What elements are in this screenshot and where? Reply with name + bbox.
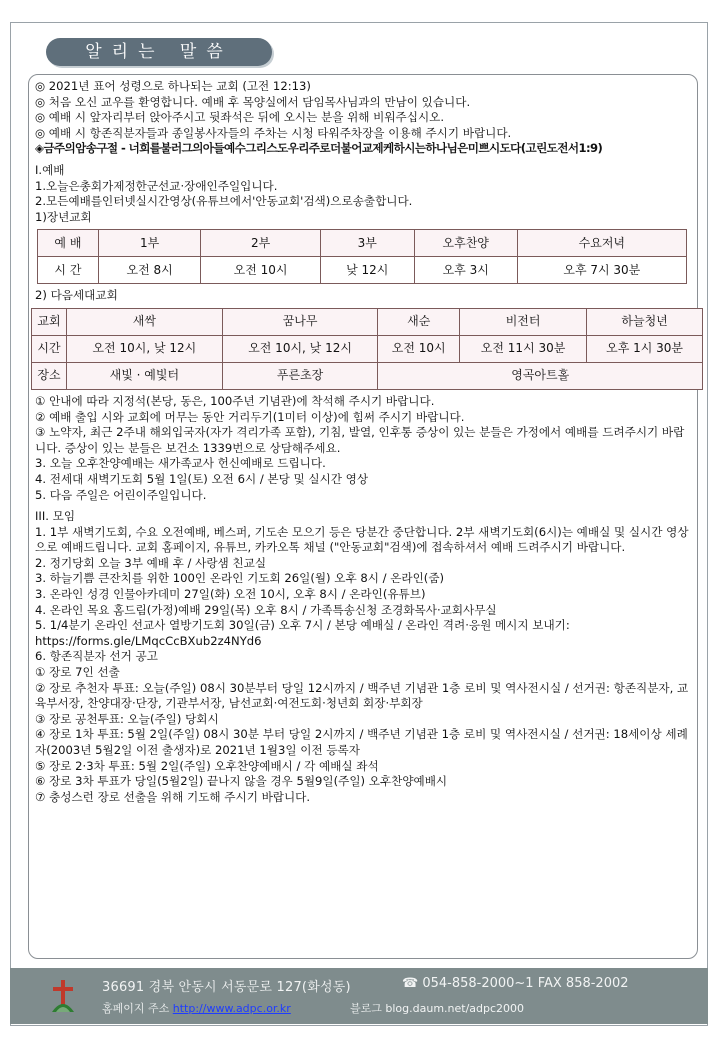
table-cell: 오전 8시 — [98, 257, 201, 284]
table-cell: 오전 10시 — [201, 257, 320, 284]
election-line: ⑥ 장로 3차 투표가 당일(5월2일) 끝나지 않을 경우 5월9일(주일) 오후찬양예배시 — [35, 774, 448, 789]
memory-verse: ◈금주의암송구절 - 너희를불러그의아들예수그리스도우리주로더불어교제케하시는하나님은미쁘시도다(고린도전서1:9) — [35, 141, 603, 156]
table-cell: 새싹 — [67, 308, 223, 335]
adult-church-label: 1)장년교회 — [35, 209, 92, 224]
meeting-line: 3. 하늘기쁨 큰잔치를 위한 100인 온라인 기도회 26일(월) 오후 8시 / 온라인(줌) — [35, 571, 445, 586]
election-line: ① 장로 7인 선출 — [35, 665, 120, 680]
table-row — [38, 257, 687, 284]
next-generation-table — [31, 308, 703, 390]
meeting-line: 1. 1부 새벽기도회, 수요 오전예배, 베스퍼, 기도손 모으기 등은 당분간 중단합니다. 2부 새벽기도회(6시)는 예배실 및 실시간 영상으로 예배드립니다. 교회 홈페이지, 유튜브, 카카오톡 채널 ("안동교회"검색)에 접속하셔서 예배 드려주시기 바랍니다. — [35, 524, 689, 555]
page-title: 알리는 말씀 — [46, 38, 272, 66]
adult-schedule-table — [37, 229, 687, 284]
table-cell: 푸른초장 — [222, 362, 378, 389]
homepage-info — [102, 1000, 291, 1016]
table-cell: 2부 — [201, 230, 320, 257]
table-cell: 하늘청년 — [587, 308, 703, 335]
table-cell: 꿈나무 — [222, 308, 378, 335]
church-address: 36691 경북 안동시 서동문로 127(화성동) — [102, 980, 351, 995]
table-row — [32, 308, 703, 335]
table-cell: 교회 — [32, 308, 67, 335]
blog-address: 블로그 blog.daum.net/adpc2000 — [350, 1002, 525, 1015]
meeting-line: 2. 정기당회 오늘 3부 예배 후 / 사랑샘 친교실 — [35, 555, 267, 570]
table-cell: 시 간 — [38, 257, 99, 284]
intro-line: ◎ 예배 시 항존직분자들과 종일봉사자들의 주차는 시청 타워주차장을 이용해 주시기 바랍니다. — [35, 125, 512, 140]
intro-line: ◎ 2021년 표어 성령으로 하나되는 교회 (고전 12:13) — [35, 79, 311, 93]
table-cell: 오후 3시 — [414, 257, 517, 284]
table-cell: 오후찬양 — [414, 230, 517, 257]
homepage-link[interactable]: http://www.adpc.or.kr — [172, 1002, 291, 1015]
notice-line: 5. 다음 주일은 어린이주일입니다. — [35, 487, 207, 502]
announcement-box — [28, 74, 698, 959]
footer-bar — [10, 968, 708, 1024]
table-cell: 예 배 — [38, 230, 99, 257]
table-cell: 오후 1시 30분 — [587, 335, 703, 362]
notice-line: 4. 전세대 새벽기도회 5월 1일(토) 오전 6시 / 본당 및 실시간 영상 — [35, 471, 369, 486]
meetings-heading: III. 모임 — [35, 509, 76, 524]
next-generation-label: 2) 다음세대교회 — [35, 288, 118, 303]
table-cell: 새빛 · 예빛터 — [67, 362, 223, 389]
table-cell: 3부 — [320, 230, 414, 257]
intro-line: ◎ 예배 시 앞자리부터 앉아주시고 뒷좌석은 뒤에 오시는 분을 위해 비워주십시오. — [35, 110, 445, 125]
church-phone: ☎ 054-858-2000~1 FAX 858-2002 — [402, 976, 629, 991]
table-cell: 오전 10시, 낮 12시 — [67, 335, 223, 362]
message-form-link[interactable]: https://forms.gle/LMqcCcBXub2z4NYd6 — [35, 633, 262, 648]
election-heading: 6. 항존직분자 선거 공고 — [35, 649, 158, 664]
election-line: ② 장로 추천자 투표: 오늘(주일) 08시 30분부터 당일 12시까지 / 백주년 기념관 1층 로비 및 역사전시실 / 선거권: 항존직분자, 교육부서장, 찬양대장·단장, 기관부서장, 남선교회·여전도회·청년회 회장·부회장 — [35, 680, 689, 711]
table-cell: 1부 — [98, 230, 201, 257]
table-row — [38, 230, 687, 257]
table-cell: 낮 12시 — [320, 257, 414, 284]
table-cell: 오전 10시 — [378, 335, 460, 362]
table-row — [32, 335, 703, 362]
church-logo-icon — [50, 978, 76, 1014]
worship-heading: I.예배 — [35, 162, 65, 177]
meeting-line: 3. 온라인 성경 인물아카데미 27일(화) 오전 10시, 오후 8시 / 온라인(유튜브) — [35, 587, 426, 602]
notice-line: ① 안내에 따라 지정석(본당, 동은, 100주년 기념관)에 착석해 주시기 바랍니다. — [35, 393, 435, 408]
table-cell: 비전터 — [460, 308, 587, 335]
notice-line: 3. 오늘 오후찬양예배는 새가족교사 헌신예배로 드립니다. — [35, 456, 326, 471]
table-cell: 오후 7시 30분 — [517, 257, 686, 284]
homepage-label: 홈페이지 주소 — [102, 1002, 170, 1015]
worship-line: 2.모든예배를인터넷실시간영상(유튜브에서'안동교회'검색)으로송출합니다. — [35, 194, 413, 209]
election-line: ⑤ 장로 2·3차 투표: 5월 2일(주일) 오후찬양예배시 / 각 예배실 좌석 — [35, 758, 379, 773]
table-cell: 장소 — [32, 362, 67, 389]
notice-line: ② 예배 출입 시와 교회에 머무는 동안 거리두기(1미터 이상)에 힘써 주시기 바랍니다. — [35, 409, 465, 424]
notice-line: ③ 노약자, 최근 2주내 해외입국자(자가 격리가족 포함), 기침, 발열, 인후통 증상이 있는 분들은 가정에서 예배를 드려주시기 바랍니다. 증상이 있는 분들은 보건소 1339번으로 상담해주세요. — [35, 425, 685, 455]
table-cell: 새순 — [378, 308, 460, 335]
table-cell: 영곡아트홀 — [378, 362, 703, 389]
meeting-line: 5. 1/4분기 온라인 선교사 열방기도회 30일(금) 오후 7시 / 본당 예배실 / 온라인 격려·응원 메시지 보내기: — [35, 618, 570, 633]
table-row — [32, 362, 703, 389]
election-line: ④ 장로 1차 투표: 5월 2일(주일) 08시 30분 부터 당일 2시까지 / 백주년 기념관 1층 로비 및 역사전시실 / 선거권: 18세이상 세례자(2003년 5월2일 이전 출생자)로 2021년 1월3일 이전 등록자 — [35, 727, 688, 757]
table-cell: 시간 — [32, 335, 67, 362]
table-cell: 오전 11시 30분 — [460, 335, 587, 362]
election-line: ⑦ 충성스런 장로 선출을 위해 기도해 주시기 바랍니다. — [35, 789, 311, 804]
table-cell: 수요저녁 — [517, 230, 686, 257]
intro-line: ◎ 처음 오신 교우를 환영합니다. 예배 후 목양실에서 담임목사님과의 만남이 있습니다. — [35, 94, 471, 109]
worship-line: 1.오늘은총회가제정한군선교·장애인주일입니다. — [35, 178, 278, 193]
table-cell: 오전 10시, 낮 12시 — [222, 335, 378, 362]
meeting-line: 4. 온라인 목요 홈드림(가정)예배 29일(목) 오후 8시 / 가족특송신청 조경화목사·교회사무실 — [35, 602, 497, 617]
election-line: ③ 장로 공천투표: 오늘(주일) 당회시 — [35, 711, 219, 726]
